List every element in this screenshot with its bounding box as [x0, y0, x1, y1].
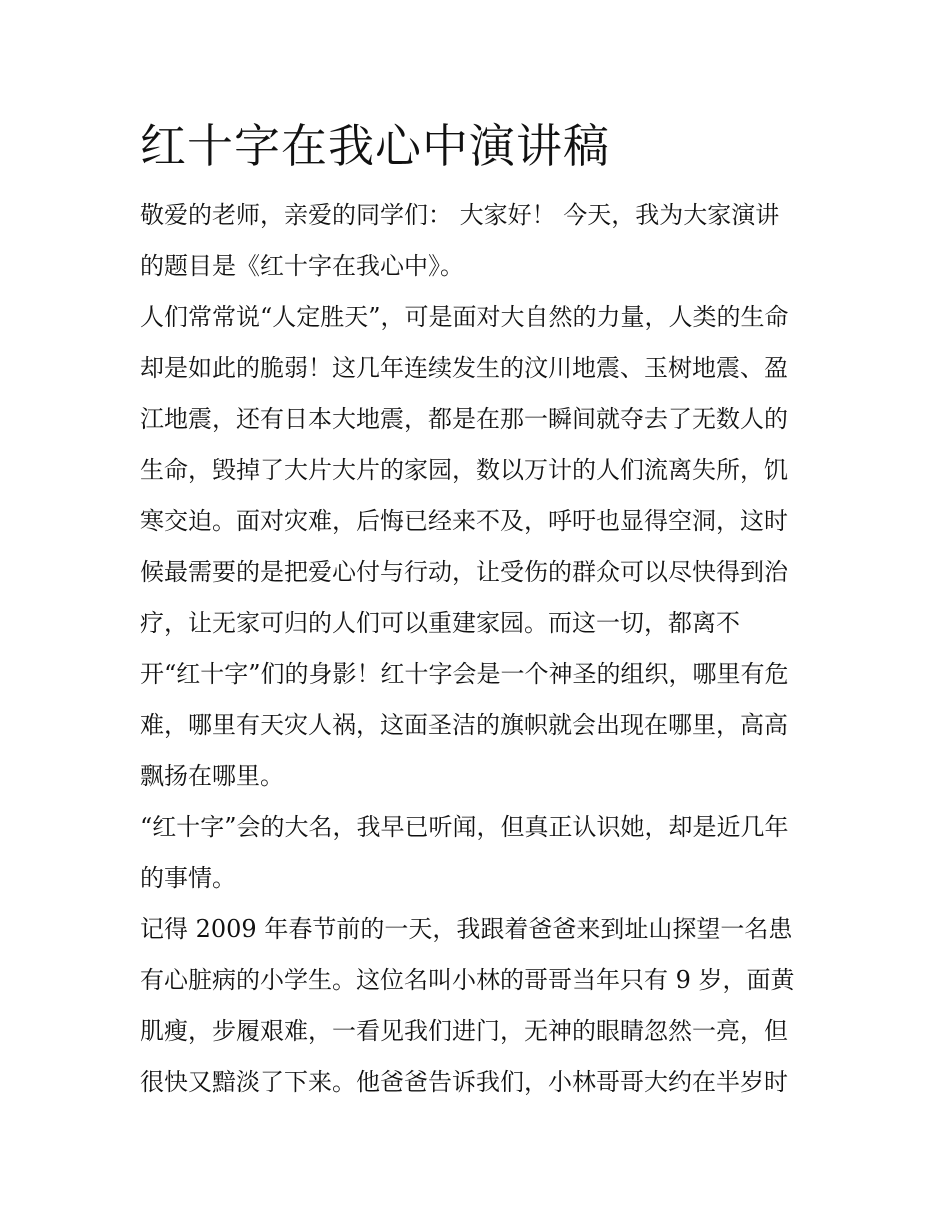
text-line: 很快又黯淡了下来。他爸爸告诉我们，小林哥哥大约在半岁时 [140, 1068, 788, 1096]
text-line: 记得 2009 年春节前的一天，我跟着爸爸来到址山探望一名患 [140, 915, 793, 943]
text-line: 候最需要的是把爱心付与行动，让受伤的群众可以尽快得到治 [140, 558, 788, 586]
paragraph-memory [140, 904, 812, 1108]
text-line: 肌瘦，步履艰难，一看见我们进门，无神的眼睛忽然一亮，但 [140, 1017, 788, 1045]
document-title: 红十字在我心中演讲稿 [140, 119, 610, 173]
text-line: 难，哪里有天灾人祸，这面圣洁的旗帜就会出现在哪里，高高 [140, 711, 788, 739]
paragraph-disasters [140, 292, 812, 802]
text-line: 寒交迫。面对灾难，后悔已经来不及，呼吁也显得空洞，这时 [140, 507, 788, 535]
paragraph-greeting [140, 190, 812, 292]
text-line: 江地震，还有日本大地震，都是在那一瞬间就夺去了无数人的 [140, 405, 788, 433]
paragraph-red-cross-name [140, 802, 812, 904]
text-line: 开“红十字”们的身影！红十字会是一个神圣的组织，哪里有危 [140, 660, 789, 688]
text-line: 人们常常说“人定胜天”，可是面对大自然的力量，人类的生命 [140, 303, 789, 331]
text-line: 的题目是《红十字在我心中》。 [140, 252, 464, 280]
text-line: 的事情。 [140, 864, 236, 892]
text-line: “红十字”会的大名，我早已听闻，但真正认识她，却是近几年 [140, 813, 789, 841]
text-line: 生命，毁掉了大片大片的家园，数以万计的人们流离失所，饥 [140, 456, 788, 484]
text-line: 敬爱的老师，亲爱的同学们： 大家好！ 今天，我为大家演讲 [140, 201, 780, 229]
text-line: 飘扬在哪里。 [140, 762, 284, 790]
text-line: 疗，让无家可归的人们可以重建家园。而这一切，都离不 [140, 609, 740, 637]
text-line: 却是如此的脆弱！这几年连续发生的汶川地震、玉树地震、盈 [140, 354, 788, 382]
document-page [140, 112, 812, 1108]
text-line: 有心脏病的小学生。这位名叫小林的哥哥当年只有 9 岁，面黄 [140, 966, 795, 994]
